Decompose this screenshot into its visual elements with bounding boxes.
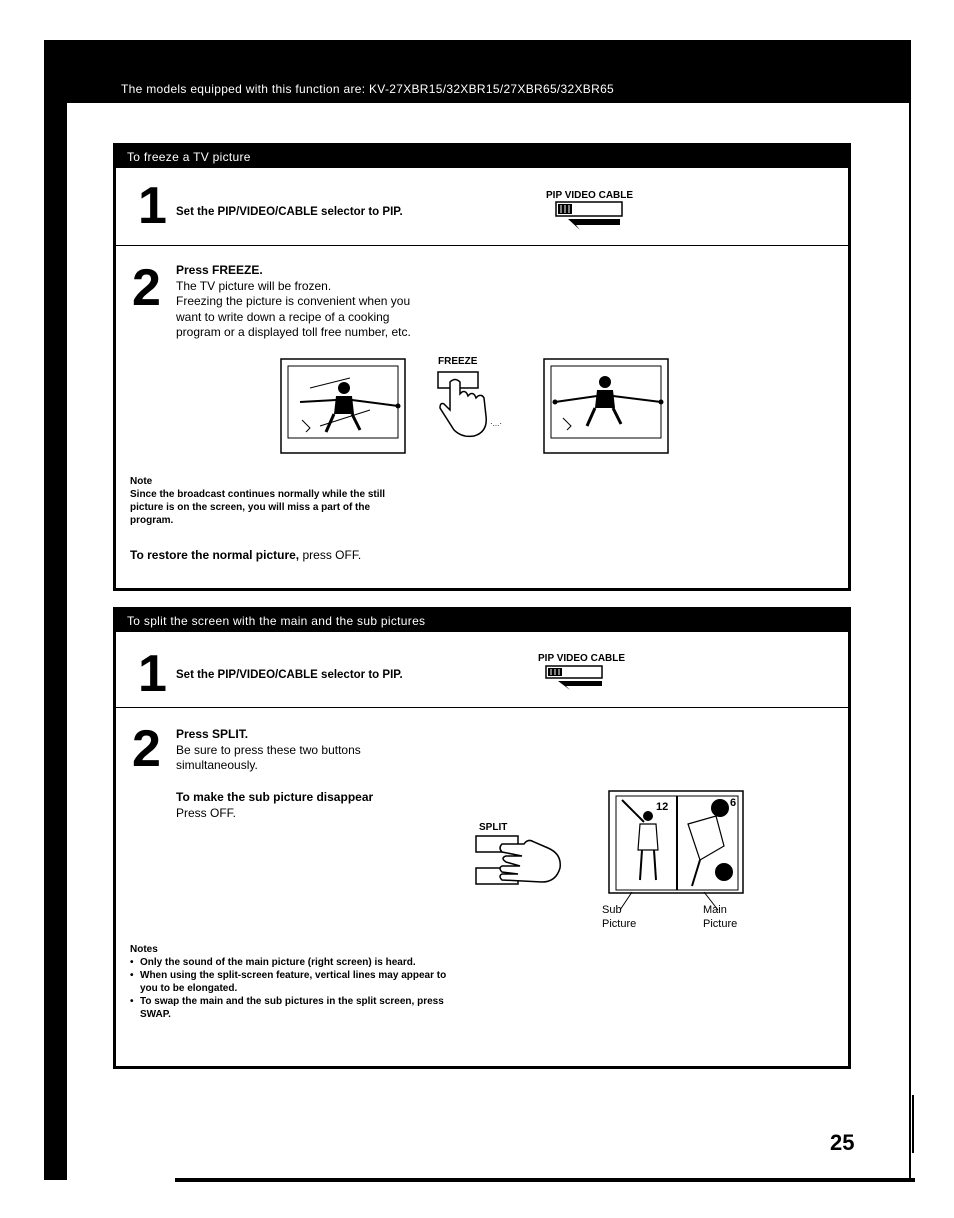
split-note-item: • To swap the main and the sub pictures in the split screen, press SWAP.	[130, 995, 450, 1021]
split-section-title: To split the screen with the main and the sub pictures	[116, 610, 848, 632]
split-sub-instruction	[176, 790, 476, 821]
freeze-step-divider	[116, 245, 848, 246]
split-line-1: Be sure to press these two buttons	[176, 742, 361, 757]
split-buttons-hand-icon	[472, 832, 568, 896]
split-section	[113, 607, 851, 1069]
freeze-section-title: To freeze a TV picture	[116, 146, 848, 168]
split-step2-heading: Press SPLIT.	[176, 727, 249, 741]
freeze-line-4: program or a displayed toll free number, etc.	[176, 325, 411, 339]
split-step-divider	[116, 707, 848, 708]
freeze-step2-text	[176, 263, 516, 341]
freeze-selector-label: PIP VIDEO CABLE	[546, 190, 634, 201]
freeze-note-line-3: program.	[130, 515, 174, 526]
split-note-item: • Only the sound of the main picture (right screen) is heard.	[130, 956, 450, 969]
freeze-section	[113, 143, 851, 591]
split-step1-text: Set the PIP/VIDEO/CABLE selector to PIP.	[176, 669, 403, 681]
freeze-note-title: Note	[130, 476, 153, 487]
freeze-step1-number: 1	[138, 177, 167, 235]
freeze-button-label: FREEZE	[438, 356, 478, 367]
split-note-item: • When using the split-screen feature, vertical lines may appear to you to be elongated.	[130, 969, 450, 995]
split-button-label: SPLIT	[479, 822, 508, 833]
split-step1-number: 1	[138, 645, 167, 703]
split-step2-number: 2	[132, 720, 161, 778]
freeze-line-1: The TV picture will be frozen.	[176, 278, 332, 293]
split-screen-tv-icon	[608, 790, 744, 894]
freeze-step1-text: Set the PIP/VIDEO/CABLE selector to PIP.	[176, 206, 403, 218]
models-text: The models equipped with this function are: KV-27XBR15/32XBR15/27XBR65/32XBR65	[121, 82, 615, 96]
main-caption-line-1: Main	[703, 904, 727, 916]
restore-rest: press OFF.	[299, 548, 362, 562]
sub-caption-line-1: Sub	[602, 904, 622, 916]
freeze-button-hand-icon	[434, 368, 504, 440]
freeze-note-line-2: picture is on the screen, you will miss a part of the	[130, 502, 371, 513]
split-line-2: simultaneously.	[176, 758, 258, 772]
sub-caption-line-2: Picture	[602, 918, 637, 930]
freeze-step2-heading: Press FREEZE.	[176, 263, 263, 277]
sub-picture-caption	[602, 903, 636, 931]
moving-picture-tv-icon	[280, 358, 406, 454]
split-jersey-right: 6	[730, 797, 737, 809]
page-number: 25	[830, 1130, 855, 1155]
freeze-note-line-1: Since the broadcast continues normally while the still	[130, 489, 386, 500]
split-selector-label: PIP VIDEO CABLE	[538, 653, 626, 664]
restore-bold: To restore the normal picture,	[130, 548, 300, 562]
frozen-picture-tv-icon	[543, 358, 669, 454]
split-sub-text: Press OFF.	[176, 805, 237, 820]
main-caption-line-2: Picture	[703, 918, 738, 930]
freeze-line-2: Freezing the picture is convenient when you	[176, 294, 411, 308]
split-notes-title: Notes	[130, 944, 158, 955]
freeze-step2-number: 2	[132, 259, 161, 317]
split-jersey-left: 12	[656, 801, 669, 813]
left-edge-bar	[44, 40, 67, 1180]
main-picture-caption	[703, 903, 737, 931]
bottom-rule	[175, 1178, 915, 1182]
freeze-note	[130, 475, 450, 527]
pip-selector-icon	[554, 200, 634, 234]
split-step2-text	[176, 727, 476, 774]
page-edge-mark	[912, 1095, 914, 1153]
svg-text:·...·: ·...·	[490, 419, 502, 428]
right-edge-line	[909, 40, 911, 1180]
restore-instruction	[130, 548, 530, 564]
split-sub-heading: To make the sub picture disappear	[176, 790, 374, 804]
freeze-line-3: want to write down a recipe of a cooking	[176, 309, 390, 324]
split-notes	[130, 943, 450, 1021]
pip-selector-icon	[544, 664, 624, 694]
